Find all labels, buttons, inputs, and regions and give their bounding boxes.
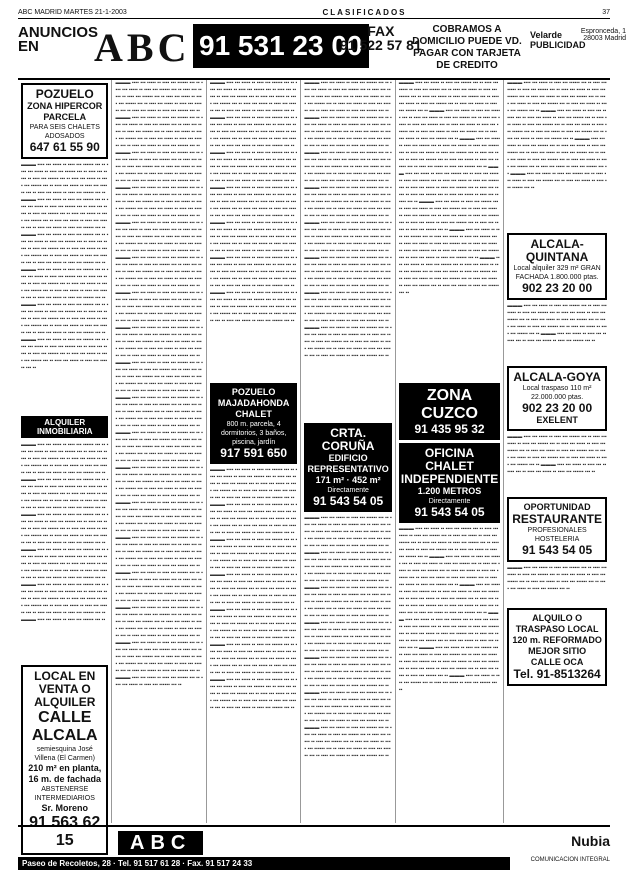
ad-title: ALQUILO O TRASPASO LOCAL <box>515 613 599 634</box>
ad-detail: PROFESIONALES HOSTELERIA <box>527 527 587 543</box>
ad-oficina-chalet <box>399 443 500 523</box>
section-header: ALQUILER INMOBILIARIA <box>21 416 108 438</box>
column-6 <box>504 80 610 823</box>
classified-text: ▬▬▬ ▪▪▪▪ ▪▪▪ ▪▪▪▪▪ ▪▪ ▪▪▪▪ ▪▪▪ ▪▪▪▪▪▪ ▪▪▪ ▪▪ ▪▪▪▪ ▪▪▪ ▪▪▪▪▪ ▪▪ ▪▪▪▪ ▪▪▪ ▪▪▪▪▪▪ ▪▪▪ ▪▪ ▪▪▪▪ ▪▪▪ ▪▪▪▪▪ ▪▪ ▪▪▪▪ ▪▪▪ ▪▪▪▪▪▪ ▪▪▪ ▪▪ ▪▪▪▪ ▪▪▪ ▪▪▪▪▪ ▪▪ ▪▪▪▪ ▪▪▪ ▪▪▪▪▪▪ ▪▪▪ ▪▪ ▪▪▪▪ ▪▪▪ ▪▪▪▪▪ ▪▪ ▪▪▪▪ ▪▪▪ ▪▪▪▪▪▪ ▪▪▪ ▪▪ ▪▪▪▪ ▪▪▪ ▪▪▪▪▪ ▪▪ ▪▪▪▪ ▪▪▪ ▪▪▪▪▪▪ ▪▪▪ ▪▪ ▬▬▬ ▪▪▪▪ ▪▪▪ ▪▪▪▪▪ ▪▪ ▪▪▪▪ ▪▪▪ ▪▪▪▪▪▪ ▪▪▪ ▪▪ ▪▪▪▪ ▪▪▪ ▪▪▪▪▪ ▪▪ ▪▪▪▪ ▪▪▪ ▪▪▪▪▪▪ ▪▪▪ ▪▪ ▪▪▪▪ ▪▪▪ ▪▪▪▪▪ ▪▪ ▪▪▪▪ ▪▪▪ ▪▪▪▪▪▪ ▪▪▪ ▪▪ ▪▪▪▪ ▪▪▪ ▪▪▪▪▪ ▪▪ ▪▪▪▪ ▪▪▪ ▪▪▪▪▪▪ ▪▪▪ ▪▪ ▪▪▪▪ ▪▪▪ ▪▪▪▪▪ ▪▪ ▪▪▪▪ ▪▪▪ ▪▪▪▪▪▪ ▪▪▪ ▪▪ ▪▪▪▪ ▪▪▪ ▪▪▪▪▪ ▪▪ ▪▪▪▪ ▪▪▪ ▪▪▪▪▪▪ ▪▪▪ ▪▪ ▬▬▬ ▪▪▪▪ ▪▪▪ ▪▪▪▪▪ ▪▪ ▪▪▪▪ ▪▪▪ ▪▪▪▪▪▪ ▪▪▪ ▪▪ ▪▪▪▪ ▪▪▪ ▪▪▪▪▪ ▪▪ ▪▪▪▪ ▪▪▪ ▪▪▪▪▪▪ ▪▪▪ ▪▪ ▪▪▪▪ ▪▪▪ ▪▪▪▪▪ ▪▪ ▪▪▪▪ ▪▪▪ ▪▪▪▪▪▪ ▪▪▪ ▪▪ ▪▪▪▪ ▪▪▪ ▪▪▪▪▪ ▪▪ ▪▪▪▪ ▪▪▪ ▪▪▪▪▪▪ ▪▪▪ ▪▪ ▪▪▪▪ ▪▪▪ ▪▪▪▪▪ ▪▪ ▪▪▪▪ ▪▪▪ ▪▪▪▪▪▪ ▪▪▪ ▪▪ ▪▪▪▪ ▪▪▪ ▪▪▪▪▪ ▪▪ ▪▪▪▪ ▪▪▪ ▪▪▪▪▪▪ ▪▪▪ ▪▪ ▬▬▬ ▪▪▪▪ ▪▪▪ ▪▪▪▪▪ ▪▪ ▪▪▪▪ ▪▪▪ ▪▪▪▪▪▪ ▪▪▪ ▪▪ ▪▪▪▪ ▪▪▪ ▪▪▪▪▪ ▪▪ ▪▪▪▪ ▪▪▪ ▪▪▪▪▪▪ ▪▪▪ ▪▪ ▪▪▪▪ ▪▪▪ ▪▪▪▪▪ ▪▪ ▪▪▪▪ ▪▪▪ ▪▪▪▪▪▪ ▪▪▪ ▪▪ ▪▪▪▪ ▪▪▪ ▪▪▪▪▪ ▪▪ ▪▪▪▪ ▪▪▪ ▪▪▪▪▪▪ ▪▪▪ ▪▪ ▪▪▪▪ ▪▪▪ ▪▪▪▪▪ ▪▪ ▪▪▪▪ ▪▪▪ ▪▪▪▪▪▪ ▪▪▪ ▪▪ ▪▪▪▪ ▪▪▪ ▪▪▪▪▪ ▪▪ ▪▪▪▪ ▪▪▪ ▪▪▪▪▪▪ ▪▪▪ ▪▪ ▬▬▬ ▪▪▪▪ ▪▪▪ ▪▪▪▪▪ ▪▪ ▪▪▪▪ ▪▪▪ ▪▪▪▪▪▪ ▪▪▪ ▪▪ ▪▪▪▪ ▪▪▪ ▪▪▪▪▪ ▪▪ ▪▪▪▪ ▪▪▪ ▪▪▪▪▪▪ ▪▪▪ ▪▪ ▪▪▪▪ ▪▪▪ ▪▪▪▪▪ ▪▪ ▪▪▪▪ ▪▪▪ ▪▪▪▪▪▪ ▪▪▪ ▪▪ ▪▪▪▪ ▪▪▪ ▪▪▪▪▪ ▪▪ ▪▪▪▪ ▪▪▪ ▪▪▪▪▪▪ ▪▪▪ ▪▪ ▪▪▪▪ ▪▪▪ ▪▪▪▪▪ ▪▪ ▪▪▪▪ ▪▪▪ ▪▪▪▪▪▪ ▪▪▪ ▪▪ ▪▪▪▪ ▪▪▪ ▪▪▪▪▪ ▪▪ ▪▪▪▪ ▪▪▪ ▪▪▪▪▪▪ ▪▪▪ ▪▪ ▬▬▬ ▪▪▪▪ ▪▪▪ ▪▪▪▪▪ ▪▪ ▪▪▪▪ ▪▪▪ ▪▪▪▪▪▪ ▪▪▪ ▪▪ ▪▪▪▪ ▪▪▪ ▪▪▪▪▪ ▪▪ ▪▪▪▪ ▪▪▪ ▪▪▪▪▪▪ ▪▪▪ ▪▪ ▪▪▪▪ ▪▪▪ ▪▪▪▪▪ ▪▪ ▪▪▪▪ ▪▪▪ ▪▪▪▪▪▪ ▪▪▪ ▪▪ ▪▪▪▪ ▪▪▪ ▪▪▪▪▪ ▪▪ ▪▪▪▪ ▪▪▪ ▪▪▪▪▪▪ ▪▪▪ ▪▪ ▪▪▪▪ ▪▪▪ ▪▪▪▪▪ ▪▪ ▪▪▪▪ ▪▪▪ ▪▪▪▪▪▪ ▪▪▪ ▪▪ <box>21 162 109 371</box>
classified-text: ▬▬▬ ▪▪▪▪ ▪▪▪ ▪▪▪▪▪ ▪▪ ▪▪▪▪ ▪▪▪ ▪▪▪▪▪▪ ▪▪▪ ▪▪ ▪▪▪▪ ▪▪▪ ▪▪▪▪▪ ▪▪ ▪▪▪▪ ▪▪▪ ▪▪▪▪▪▪ ▪▪▪ ▪▪ ▪▪▪▪ ▪▪▪ ▪▪▪▪▪ ▪▪ ▪▪▪▪ ▪▪▪ ▪▪▪▪▪▪ ▪▪▪ ▪▪ ▪▪▪▪ ▪▪▪ ▪▪▪▪▪ ▪▪ ▪▪▪▪ ▪▪▪ ▪▪▪▪▪▪ ▪▪▪ ▪▪ ▪▪▪▪ ▪▪▪ ▪▪▪▪▪ ▪▪ ▪▪▪▪ ▪▪▪ ▪▪▪▪▪▪ ▪▪▪ ▪▪ <box>507 565 607 592</box>
ad-zona-cuzco <box>399 383 500 440</box>
ad-pozuelo <box>21 83 108 159</box>
classified-text: ▬▬▬ ▪▪▪▪ ▪▪▪ ▪▪▪▪▪ ▪▪ ▪▪▪▪ ▪▪▪ ▪▪▪▪▪▪ ▪▪▪ ▪▪ ▪▪▪▪ ▪▪▪ ▪▪▪▪▪ ▪▪ ▪▪▪▪ ▪▪▪ ▪▪▪▪▪▪ ▪▪▪ ▪▪ ▪▪▪▪ ▪▪▪ ▪▪▪▪▪ ▪▪ ▪▪▪▪ ▪▪▪ ▪▪▪▪▪▪ ▪▪▪ ▪▪ ▪▪▪▪ ▪▪▪ ▪▪▪▪▪ ▪▪ ▪▪▪▪ ▪▪▪ ▪▪▪▪▪▪ ▪▪▪ ▪▪ ▪▪▪▪ ▪▪▪ ▪▪▪▪▪ ▪▪ ▪▪▪▪ ▪▪▪ ▪▪▪▪▪▪ ▪▪▪ ▪▪ ▪▪▪▪ ▪▪▪ ▪▪▪▪▪ ▪▪ ▪▪▪▪ ▪▪▪ ▪▪▪▪▪▪ ▪▪▪ ▪▪ ▬▬▬ ▪▪▪▪ ▪▪▪ ▪▪▪▪▪ ▪▪ ▪▪▪▪ ▪▪▪ ▪▪▪▪▪▪ ▪▪▪ ▪▪ ▪▪▪▪ ▪▪▪ ▪▪▪▪▪ ▪▪ ▪▪▪▪ ▪▪▪ ▪▪▪▪▪▪ ▪▪▪ ▪▪ ▪▪▪▪ ▪▪▪ ▪▪▪▪▪ ▪▪ ▪▪▪▪ ▪▪▪ ▪▪▪▪▪▪ ▪▪▪ ▪▪ ▪▪▪▪ ▪▪▪ ▪▪▪▪▪ ▪▪ ▪▪▪▪ ▪▪▪ ▪▪▪▪▪▪ ▪▪▪ ▪▪ ▪▪▪▪ ▪▪▪ ▪▪▪▪▪ ▪▪ ▪▪▪▪ ▪▪▪ ▪▪▪▪▪▪ ▪▪▪ ▪▪ ▪▪▪▪ ▪▪▪ ▪▪▪▪▪ ▪▪ ▪▪▪▪ ▪▪▪ ▪▪▪▪▪▪ ▪▪▪ ▪▪ ▬▬▬ ▪▪▪▪ ▪▪▪ ▪▪▪▪▪ ▪▪ ▪▪▪▪ ▪▪▪ ▪▪▪▪▪▪ ▪▪▪ ▪▪ ▪▪▪▪ ▪▪▪ ▪▪▪▪▪ ▪▪ ▪▪▪▪ ▪▪▪ ▪▪▪▪▪▪ ▪▪▪ ▪▪ ▪▪▪▪ ▪▪▪ ▪▪▪▪▪ ▪▪ ▪▪▪▪ ▪▪▪ ▪▪▪▪▪▪ ▪▪▪ ▪▪ ▪▪▪▪ ▪▪▪ ▪▪▪▪▪ ▪▪ ▪▪▪▪ ▪▪▪ ▪▪▪▪▪▪ ▪▪▪ ▪▪ ▪▪▪▪ ▪▪▪ ▪▪▪▪▪ ▪▪ ▪▪▪▪ ▪▪▪ ▪▪▪▪▪▪ ▪▪▪ ▪▪ ▪▪▪▪ ▪▪▪ ▪▪▪▪▪ ▪▪ ▪▪▪▪ ▪▪▪ ▪▪▪▪▪▪ ▪▪▪ ▪▪ ▬▬▬ ▪▪▪▪ ▪▪▪ ▪▪▪▪▪ ▪▪ ▪▪▪▪ ▪▪▪ ▪▪▪▪▪▪ ▪▪▪ ▪▪ ▪▪▪▪ ▪▪▪ ▪▪▪▪▪ ▪▪ ▪▪▪▪ ▪▪▪ ▪▪▪▪▪▪ ▪▪▪ ▪▪ ▪▪▪▪ ▪▪▪ ▪▪▪▪▪ ▪▪ ▪▪▪▪ ▪▪▪ ▪▪▪▪▪▪ ▪▪▪ ▪▪ ▪▪▪▪ ▪▪▪ ▪▪▪▪▪ ▪▪ ▪▪▪▪ ▪▪▪ ▪▪▪▪▪▪ ▪▪▪ ▪▪ ▪▪▪▪ ▪▪▪ ▪▪▪▪▪ ▪▪ ▪▪▪▪ ▪▪▪ ▪▪▪▪▪▪ ▪▪▪ ▪▪ ▪▪▪▪ ▪▪▪ ▪▪▪▪▪ ▪▪ ▪▪▪▪ ▪▪▪ ▪▪▪▪▪▪ ▪▪▪ ▪▪ ▬▬▬ ▪▪▪▪ ▪▪▪ ▪▪▪▪▪ ▪▪ ▪▪▪▪ ▪▪▪ ▪▪▪▪▪▪ ▪▪▪ ▪▪ ▪▪▪▪ ▪▪▪ ▪▪▪▪▪ ▪▪ ▪▪▪▪ ▪▪▪ ▪▪▪▪▪▪ ▪▪▪ ▪▪ ▪▪▪▪ ▪▪▪ ▪▪▪▪▪ ▪▪ ▪▪▪▪ ▪▪▪ ▪▪▪▪▪▪ ▪▪▪ ▪▪ ▪▪▪▪ ▪▪▪ ▪▪▪▪▪ ▪▪ ▪▪▪▪ ▪▪▪ ▪▪▪▪▪▪ ▪▪▪ ▪▪ ▪▪▪▪ ▪▪▪ ▪▪▪▪▪ ▪▪ ▪▪▪▪ ▪▪▪ ▪▪▪▪▪▪ ▪▪▪ ▪▪ ▪▪▪▪ ▪▪▪ ▪▪▪▪▪ ▪▪ ▪▪▪▪ ▪▪▪ ▪▪▪▪▪▪ ▪▪▪ ▪▪ ▬▬▬ ▪▪▪▪ ▪▪▪ ▪▪▪▪▪ ▪▪ ▪▪▪▪ ▪▪▪ ▪▪▪▪▪▪ ▪▪▪ ▪▪ ▪▪▪▪ ▪▪▪ ▪▪▪▪▪ ▪▪ ▪▪▪▪ ▪▪▪ ▪▪▪▪▪▪ ▪▪▪ ▪▪ ▪▪▪▪ ▪▪▪ ▪▪▪▪▪ ▪▪ ▪▪▪▪ ▪▪▪ ▪▪▪▪▪▪ ▪▪▪ ▪▪ ▪▪▪▪ ▪▪▪ ▪▪▪▪▪ ▪▪ ▪▪▪▪ ▪▪▪ ▪▪▪▪▪▪ ▪▪▪ ▪▪ ▪▪▪▪ ▪▪▪ ▪▪▪▪▪ ▪▪ ▪▪▪▪ ▪▪▪ ▪▪▪▪▪▪ ▪▪▪ ▪▪ ▪▪▪▪ ▪▪▪ ▪▪▪▪▪ ▪▪ ▪▪▪▪ ▪▪▪ ▪▪▪▪▪▪ ▪▪▪ ▪▪ ▬▬▬ ▪▪▪▪ ▪▪▪ ▪▪▪▪▪ ▪▪ ▪▪▪▪ ▪▪▪ ▪▪▪▪▪▪ ▪▪▪ ▪▪ ▪▪▪▪ ▪▪▪ ▪▪▪▪▪ ▪▪ ▪▪▪▪ ▪▪▪ ▪▪▪▪▪▪ ▪▪▪ ▪▪ ▪▪▪▪ ▪▪▪ ▪▪▪▪▪ ▪▪ ▪▪▪▪ ▪▪▪ ▪▪▪▪▪▪ ▪▪▪ ▪▪ ▪▪▪▪ ▪▪▪ ▪▪▪▪▪ ▪▪ ▪▪▪▪ ▪▪▪ ▪▪▪▪▪▪ ▪▪▪ ▪▪ ▪▪▪▪ ▪▪▪ ▪▪▪▪▪ ▪▪ ▪▪▪▪ ▪▪▪ ▪▪▪▪▪▪ ▪▪▪ ▪▪ ▪▪▪▪ ▪▪▪ ▪▪▪▪▪ ▪▪ ▪▪▪▪ ▪▪▪ ▪▪▪▪▪▪ ▪▪▪ ▪▪ <box>209 467 298 711</box>
ad-alcala-goya <box>507 366 607 431</box>
column-2 <box>112 80 206 823</box>
ad-subtitle: ZONA HIPERCOR <box>27 101 103 111</box>
ad-title: POZUELO <box>35 87 94 101</box>
fax-label: FAX <box>367 23 395 39</box>
ad-restaurante <box>507 497 607 562</box>
ad-detail: 120 m. REFORMADO MEJOR SITIO CALLE OCA <box>512 635 602 667</box>
ad-brand: EXELENT <box>536 415 578 425</box>
page-number: 37 <box>602 8 610 16</box>
ad-phone: 91 563 62 15 <box>29 814 101 849</box>
section-title: CLASIFICADOS <box>322 7 407 17</box>
ad-title: CRTA. CORUÑA <box>321 426 375 453</box>
header-dateline: ABC MADRID MARTES 21-1-2003 <box>18 8 127 16</box>
ad-title: OPORTUNIDAD <box>523 502 591 512</box>
ad-contact: Sr. Moreno <box>41 803 88 813</box>
ad-phone: Tel. 91-8513264 <box>513 667 601 681</box>
classified-text: ▬▬▬ ▪▪▪▪ ▪▪▪ ▪▪▪▪▪ ▪▪ ▪▪▪▪ ▪▪▪ ▪▪▪▪▪▪ ▪▪▪ ▪▪ ▪▪▪▪ ▪▪▪ ▪▪▪▪▪ ▪▪ ▪▪▪▪ ▪▪▪ ▪▪▪▪▪▪ ▪▪▪ ▪▪ ▪▪▪▪ ▪▪▪ ▪▪▪▪▪ ▪▪ ▪▪▪▪ ▪▪▪ ▪▪▪▪▪▪ ▪▪▪ ▪▪ ▪▪▪▪ ▪▪▪ ▪▪▪▪▪ ▪▪ ▪▪▪▪ ▪▪▪ ▪▪▪▪▪▪ ▪▪▪ ▪▪ ▪▪▪▪ ▪▪▪ ▪▪▪▪▪ ▪▪ ▪▪▪▪ ▪▪▪ ▪▪▪▪▪▪ ▪▪▪ ▪▪ ▪▪▪▪ ▪▪▪ ▪▪▪▪▪ ▪▪ ▪▪▪▪ ▪▪▪ ▪▪▪▪▪▪ ▪▪▪ ▪▪ ▬▬▬ ▪▪▪▪ ▪▪▪ ▪▪▪▪▪ ▪▪ ▪▪▪▪ ▪▪▪ ▪▪▪▪▪▪ ▪▪▪ ▪▪ ▪▪▪▪ ▪▪▪ ▪▪▪▪▪ ▪▪ ▪▪▪▪ ▪▪▪ ▪▪▪▪▪▪ ▪▪▪ ▪▪ ▪▪▪▪ ▪▪▪ ▪▪▪▪▪ ▪▪ ▪▪▪▪ ▪▪▪ ▪▪▪▪▪▪ ▪▪▪ ▪▪ ▪▪▪▪ ▪▪▪ ▪▪▪▪▪ ▪▪ ▪▪▪▪ ▪▪▪ ▪▪▪▪▪▪ ▪▪▪ ▪▪ ▪▪▪▪ ▪▪▪ ▪▪▪▪▪ ▪▪ ▪▪▪▪ ▪▪▪ ▪▪▪▪▪▪ ▪▪▪ ▪▪ ▪▪▪▪ ▪▪▪ ▪▪▪▪▪ ▪▪ ▪▪▪▪ ▪▪▪ ▪▪▪▪▪▪ ▪▪▪ ▪▪ ▬▬▬ ▪▪▪▪ ▪▪▪ ▪▪▪▪▪ ▪▪ ▪▪▪▪ ▪▪▪ ▪▪▪▪▪▪ ▪▪▪ ▪▪ ▪▪▪▪ ▪▪▪ ▪▪▪▪▪ ▪▪ ▪▪▪▪ ▪▪▪ ▪▪▪▪▪▪ ▪▪▪ ▪▪ ▪▪▪▪ ▪▪▪ ▪▪▪▪▪ ▪▪ ▪▪▪▪ ▪▪▪ ▪▪▪▪▪▪ ▪▪▪ ▪▪ ▪▪▪▪ ▪▪▪ ▪▪▪▪▪ ▪▪ ▪▪▪▪ ▪▪▪ ▪▪▪▪▪▪ ▪▪▪ ▪▪ ▪▪▪▪ ▪▪▪ ▪▪▪▪▪ ▪▪ ▪▪▪▪ ▪▪▪ ▪▪▪▪▪▪ ▪▪▪ ▪▪ ▪▪▪▪ ▪▪▪ ▪▪▪▪▪ ▪▪ ▪▪▪▪ ▪▪▪ ▪▪▪▪▪▪ ▪▪▪ ▪▪ ▬▬▬ ▪▪▪▪ ▪▪▪ ▪▪▪▪▪ ▪▪ ▪▪▪▪ ▪▪▪ ▪▪▪▪▪▪ ▪▪▪ ▪▪ ▪▪▪▪ ▪▪▪ ▪▪▪▪▪ ▪▪ ▪▪▪▪ ▪▪▪ ▪▪▪▪▪▪ ▪▪▪ ▪▪ ▪▪▪▪ ▪▪▪ ▪▪▪▪▪ ▪▪ ▪▪▪▪ ▪▪▪ ▪▪▪▪▪▪ ▪▪▪ ▪▪ ▪▪▪▪ ▪▪▪ ▪▪▪▪▪ ▪▪ ▪▪▪▪ ▪▪▪ ▪▪▪▪▪▪ ▪▪▪ ▪▪ ▪▪▪▪ ▪▪▪ ▪▪▪▪▪ ▪▪ ▪▪▪▪ ▪▪▪ ▪▪▪▪▪▪ ▪▪▪ ▪▪ ▪▪▪▪ ▪▪▪ ▪▪▪▪▪ ▪▪ ▪▪▪▪ ▪▪▪ ▪▪▪▪▪▪ ▪▪▪ ▪▪ ▬▬▬ ▪▪▪▪ ▪▪▪ ▪▪▪▪▪ ▪▪ ▪▪▪▪ ▪▪▪ ▪▪▪▪▪▪ ▪▪▪ ▪▪ ▪▪▪▪ ▪▪▪ ▪▪▪▪▪ ▪▪ ▪▪▪▪ ▪▪▪ ▪▪▪▪▪▪ ▪▪▪ ▪▪ ▪▪▪▪ ▪▪▪ ▪▪▪▪▪ ▪▪ ▪▪▪▪ ▪▪▪ ▪▪▪▪▪▪ ▪▪▪ ▪▪ ▪▪▪▪ ▪▪▪ ▪▪▪▪▪ ▪▪ ▪▪▪▪ ▪▪▪ ▪▪▪▪▪▪ ▪▪▪ ▪▪ ▪▪▪▪ ▪▪▪ ▪▪▪▪▪ ▪▪ ▪▪▪▪ ▪▪▪ ▪▪▪▪▪▪ ▪▪▪ ▪▪ ▪▪▪▪ ▪▪▪ ▪▪▪▪▪ ▪▪ ▪▪▪▪ ▪▪▪ ▪▪▪▪▪▪ ▪▪▪ ▪▪ ▬▬▬ ▪▪▪▪ ▪▪▪ ▪▪▪▪▪ ▪▪ ▪▪▪▪ ▪▪▪ ▪▪▪▪▪▪ ▪▪▪ ▪▪ ▪▪▪▪ ▪▪▪ ▪▪▪▪▪ ▪▪ ▪▪▪▪ ▪▪▪ ▪▪▪▪▪▪ ▪▪▪ ▪▪ ▪▪▪▪ ▪▪▪ ▪▪▪▪▪ ▪▪ ▪▪▪▪ ▪▪▪ ▪▪▪▪▪▪ ▪▪▪ ▪▪ ▪▪▪▪ ▪▪▪ ▪▪▪▪▪ ▪▪ ▪▪▪▪ ▪▪▪ ▪▪▪▪▪▪ ▪▪▪ ▪▪ ▪▪▪▪ ▪▪▪ ▪▪▪▪▪ ▪▪ ▪▪▪▪ ▪▪▪ ▪▪▪▪▪▪ ▪▪▪ ▪▪ ▪▪▪▪ ▪▪▪ ▪▪▪▪▪ ▪▪ ▪▪▪▪ ▪▪▪ ▪▪▪▪▪▪ ▪▪▪ ▪▪ ▬▬▬ ▪▪▪▪ ▪▪▪ ▪▪▪▪▪ ▪▪ ▪▪▪▪ ▪▪▪ ▪▪▪▪▪▪ ▪▪▪ ▪▪ ▪▪▪▪ ▪▪▪ ▪▪▪▪▪ ▪▪ ▪▪▪▪ ▪▪▪ ▪▪▪▪▪▪ ▪▪▪ ▪▪ ▪▪▪▪ ▪▪▪ ▪▪▪▪▪ ▪▪ ▪▪▪▪ ▪▪▪ ▪▪▪▪▪▪ ▪▪▪ ▪▪ ▪▪▪▪ ▪▪▪ ▪▪▪▪▪ ▪▪ ▪▪▪▪ ▪▪▪ ▪▪▪▪▪▪ ▪▪▪ ▪▪ ▪▪▪▪ ▪▪▪ ▪▪▪▪▪ ▪▪ ▪▪▪▪ ▪▪▪ ▪▪▪▪▪▪ ▪▪▪ ▪▪ ▪▪▪▪ ▪▪▪ ▪▪▪▪▪ ▪▪ ▪▪▪▪ ▪▪▪ ▪▪▪▪▪▪ ▪▪▪ ▪▪ <box>304 515 392 759</box>
ad-subtitle: RESTAURANTE <box>512 512 602 526</box>
nubia-logo: Nubia <box>571 833 610 849</box>
ad-note: Directamente <box>428 498 471 505</box>
banner-address: Espronceda, 1 28003 Madrid <box>580 28 626 42</box>
footer-address: Paseo de Recoletos, 28 · Tel. 91 517 61 28 · Fax. 91 517 24 33 <box>18 857 510 870</box>
ad-phone: 91 543 54 05 <box>522 543 593 557</box>
ad-title: POZUELO MAJADAHONDA CHALET <box>217 387 290 419</box>
abc-logo: ABC <box>94 25 191 70</box>
footer-abc-logo: ABC <box>118 831 203 855</box>
ad-detail: 800 m. parcela, 4 dormitorios, 3 baños, piscina, jardín <box>220 421 287 446</box>
nubia-subtitle: COMUNICACION INTEGRAL <box>530 857 610 863</box>
ad-phone: 647 61 55 90 <box>29 140 100 154</box>
ad-alquilo-traspaso <box>507 608 607 686</box>
ad-phone: 91 543 54 05 <box>313 494 384 508</box>
column-3 <box>207 80 301 823</box>
classified-text: ▬▬▬ ▪▪▪▪ ▪▪▪ ▪▪▪▪▪ ▪▪ ▪▪▪▪ ▪▪▪ ▪▪▪▪▪▪ ▪▪▪ ▪▪ ▪▪▪▪ ▪▪▪ ▪▪▪▪▪ ▪▪ ▪▪▪▪ ▪▪▪ ▪▪▪▪▪▪ ▪▪▪ ▪▪ ▪▪▪▪ ▪▪▪ ▪▪▪▪▪ ▪▪ ▪▪▪▪ ▪▪▪ ▪▪▪▪▪▪ ▪▪▪ ▪▪ ▪▪▪▪ ▪▪▪ ▪▪▪▪▪ ▪▪ ▪▪▪▪ ▪▪▪ ▪▪▪▪▪▪ ▪▪▪ ▪▪ ▪▪▪▪ ▪▪▪ ▪▪▪▪▪ ▪▪ ▪▪▪▪ ▪▪▪ ▪▪▪▪▪▪ ▪▪▪ ▪▪ ▪▪▪▪ ▪▪▪ ▪▪▪▪▪ ▪▪ ▪▪▪▪ ▪▪▪ ▪▪▪▪▪▪ ▪▪▪ ▪▪ ▬▬▬ ▪▪▪▪ ▪▪▪ ▪▪▪▪▪ ▪▪ ▪▪▪▪ ▪▪▪ ▪▪▪▪▪▪ ▪▪▪ ▪▪ ▪▪▪▪ ▪▪▪ ▪▪▪▪▪ ▪▪ ▪▪▪▪ ▪▪▪ ▪▪▪▪▪▪ ▪▪▪ ▪▪ ▪▪▪▪ ▪▪▪ ▪▪▪▪▪ ▪▪ ▪▪▪▪ ▪▪▪ ▪▪▪▪▪▪ ▪▪▪ ▪▪ ▪▪▪▪ ▪▪▪ ▪▪▪▪▪ ▪▪ ▪▪▪▪ ▪▪▪ ▪▪▪▪▪▪ ▪▪▪ ▪▪ ▪▪▪▪ ▪▪▪ ▪▪▪▪▪ ▪▪ ▪▪▪▪ ▪▪▪ ▪▪▪▪▪▪ ▪▪▪ ▪▪ ▪▪▪▪ ▪▪▪ ▪▪▪▪▪ ▪▪ ▪▪▪▪ ▪▪▪ ▪▪▪▪▪▪ ▪▪▪ ▪▪ ▬▬▬ ▪▪▪▪ ▪▪▪ ▪▪▪▪▪ ▪▪ ▪▪▪▪ ▪▪▪ ▪▪▪▪▪▪ ▪▪▪ ▪▪ ▪▪▪▪ ▪▪▪ ▪▪▪▪▪ ▪▪ ▪▪▪▪ ▪▪▪ ▪▪▪▪▪▪ ▪▪▪ ▪▪ ▪▪▪▪ ▪▪▪ ▪▪▪▪▪ ▪▪ ▪▪▪▪ ▪▪▪ ▪▪▪▪▪▪ ▪▪▪ ▪▪ ▪▪▪▪ ▪▪▪ ▪▪▪▪▪ ▪▪ ▪▪▪▪ ▪▪▪ ▪▪▪▪▪▪ ▪▪▪ ▪▪ ▪▪▪▪ ▪▪▪ ▪▪▪▪▪ ▪▪ ▪▪▪▪ ▪▪▪ ▪▪▪▪▪▪ ▪▪▪ ▪▪ ▪▪▪▪ ▪▪▪ ▪▪▪▪▪ ▪▪ ▪▪▪▪ ▪▪▪ ▪▪▪▪▪▪ ▪▪▪ ▪▪ ▬▬▬ ▪▪▪▪ ▪▪▪ ▪▪▪▪▪ ▪▪ ▪▪▪▪ ▪▪▪ ▪▪▪▪▪▪ ▪▪▪ ▪▪ ▪▪▪▪ ▪▪▪ ▪▪▪▪▪ ▪▪ ▪▪▪▪ ▪▪▪ ▪▪▪▪▪▪ ▪▪▪ ▪▪ ▪▪▪▪ ▪▪▪ ▪▪▪▪▪ ▪▪ ▪▪▪▪ ▪▪▪ ▪▪▪▪▪▪ ▪▪▪ ▪▪ ▪▪▪▪ ▪▪▪ ▪▪▪▪▪ ▪▪ ▪▪▪▪ ▪▪▪ ▪▪▪▪▪▪ ▪▪▪ ▪▪ ▪▪▪▪ ▪▪▪ ▪▪▪▪▪ ▪▪ ▪▪▪▪ ▪▪▪ ▪▪▪▪▪▪ ▪▪▪ ▪▪ ▪▪▪▪ ▪▪▪ ▪▪▪▪▪ ▪▪ ▪▪▪▪ ▪▪▪ ▪▪▪▪▪▪ ▪▪▪ ▪▪ ▬▬▬ ▪▪▪▪ ▪▪▪ ▪▪▪▪▪ ▪▪ ▪▪▪▪ ▪▪▪ ▪▪▪▪▪▪ ▪▪▪ ▪▪ ▪▪▪▪ ▪▪▪ ▪▪▪▪▪ ▪▪ ▪▪▪▪ ▪▪▪ ▪▪▪▪▪▪ ▪▪▪ ▪▪ ▪▪▪▪ ▪▪▪ ▪▪▪▪▪ ▪▪ ▪▪▪▪ ▪▪▪ ▪▪▪▪▪▪ ▪▪▪ ▪▪ ▪▪▪▪ ▪▪▪ ▪▪▪▪▪ ▪▪ ▪▪▪▪ ▪▪▪ ▪▪▪▪▪▪ ▪▪▪ ▪▪ ▪▪▪▪ ▪▪▪ ▪▪▪▪▪ ▪▪ ▪▪▪▪ ▪▪▪ ▪▪▪▪▪▪ ▪▪▪ ▪▪ ▪▪▪▪ ▪▪▪ ▪▪▪▪▪ ▪▪ ▪▪▪▪ ▪▪▪ ▪▪▪▪▪▪ ▪▪▪ ▪▪ ▬▬▬ ▪▪▪▪ ▪▪▪ ▪▪▪▪▪ ▪▪ ▪▪▪▪ ▪▪▪ ▪▪▪▪▪▪ ▪▪▪ ▪▪ ▪▪▪▪ ▪▪▪ ▪▪▪▪▪ ▪▪ ▪▪▪▪ ▪▪▪ ▪▪▪▪▪▪ ▪▪▪ ▪▪ ▪▪▪▪ ▪▪▪ ▪▪▪▪▪ ▪▪ ▪▪▪▪ ▪▪▪ ▪▪▪▪▪▪ ▪▪▪ ▪▪ ▪▪▪▪ ▪▪▪ ▪▪▪▪▪ ▪▪ ▪▪▪▪ ▪▪▪ ▪▪▪▪▪▪ ▪▪▪ ▪▪ ▪▪▪▪ ▪▪▪ ▪▪▪▪▪ ▪▪ ▪▪▪▪ ▪▪▪ ▪▪▪▪▪▪ ▪▪▪ ▪▪ ▪▪▪▪ ▪▪▪ ▪▪▪▪▪ ▪▪ ▪▪▪▪ ▪▪▪ ▪▪▪▪▪▪ ▪▪▪ ▪▪ ▬▬▬ ▪▪▪▪ ▪▪▪ ▪▪▪▪▪ ▪▪ ▪▪▪▪ ▪▪▪ ▪▪▪▪▪▪ ▪▪▪ ▪▪ ▪▪▪▪ ▪▪▪ ▪▪▪▪▪ ▪▪ ▪▪▪▪ ▪▪▪ ▪▪▪▪▪▪ ▪▪▪ ▪▪ ▪▪▪▪ ▪▪▪ ▪▪▪▪▪ ▪▪ ▪▪▪▪ ▪▪▪ ▪▪▪▪▪▪ ▪▪▪ ▪▪ ▪▪▪▪ ▪▪▪ ▪▪▪▪▪ ▪▪ ▪▪▪▪ ▪▪▪ ▪▪▪▪▪▪ ▪▪▪ ▪▪ ▪▪▪▪ ▪▪▪ ▪▪▪▪▪ ▪▪ ▪▪▪▪ ▪▪▪ ▪▪▪▪▪▪ ▪▪▪ ▪▪ ▪▪▪▪ ▪▪▪ ▪▪▪▪▪ ▪▪ ▪▪▪▪ ▪▪▪ ▪▪▪▪▪▪ ▪▪▪ ▪▪ ▬▬▬ ▪▪▪▪ ▪▪▪ ▪▪▪▪▪ ▪▪ ▪▪▪▪ ▪▪▪ ▪▪▪▪▪▪ ▪▪▪ ▪▪ ▪▪▪▪ ▪▪▪ ▪▪▪▪▪ ▪▪ ▪▪▪▪ ▪▪▪ ▪▪▪▪▪▪ ▪▪▪ ▪▪ ▪▪▪▪ ▪▪▪ ▪▪▪▪▪ ▪▪ ▪▪▪▪ ▪▪▪ ▪▪▪▪▪▪ ▪▪▪ ▪▪ ▪▪▪▪ ▪▪▪ ▪▪▪▪▪ ▪▪ ▪▪▪▪ ▪▪▪ ▪▪▪▪▪▪ ▪▪▪ ▪▪ ▪▪▪▪ ▪▪▪ ▪▪▪▪▪ ▪▪ ▪▪▪▪ ▪▪▪ ▪▪▪▪▪▪ ▪▪▪ ▪▪ ▪▪▪▪ ▪▪▪ ▪▪▪▪▪ ▪▪ ▪▪▪▪ ▪▪▪ ▪▪▪▪▪▪ ▪▪▪ ▪▪ <box>304 80 392 359</box>
ad-title: OFICINA CHALET INDEPENDIENTE <box>400 446 499 486</box>
ad-title: ALCALA-GOYA <box>513 370 601 384</box>
ad-size: 171 m² · 452 m² <box>315 475 381 485</box>
ad-size: 210 m² en planta, 16 m. de fachada <box>28 763 102 784</box>
top-banner <box>18 20 626 80</box>
column-1 <box>18 80 112 849</box>
ad-majadahonda <box>210 383 297 464</box>
ad-street: CALLE ALCALA <box>31 709 98 744</box>
ad-subtitle: EDIFICIO REPRESENTATIVO <box>307 453 389 474</box>
ad-note: ABSTENERSE INTERMEDIARIOS <box>34 786 95 802</box>
column-4 <box>301 80 395 823</box>
classified-text: ▬▬▬ ▪▪▪▪ ▪▪▪ ▪▪▪▪▪ ▪▪ ▪▪▪▪ ▪▪▪ ▪▪▪▪▪▪ ▪▪▪ ▪▪ ▪▪▪▪ ▪▪▪ ▪▪▪▪▪ ▪▪ ▪▪▪▪ ▪▪▪ ▪▪▪▪▪▪ ▪▪▪ ▪▪ ▪▪▪▪ ▪▪▪ ▪▪▪▪▪ ▪▪ ▪▪▪▪ ▪▪▪ ▪▪▪▪▪▪ ▪▪▪ ▪▪ ▪▪▪▪ ▪▪▪ ▪▪▪▪▪ ▪▪ ▪▪▪▪ ▪▪▪ ▪▪▪▪▪▪ ▪▪▪ ▪▪ ▪▪▪▪ ▪▪▪ ▪▪▪▪▪ ▪▪ ▪▪▪▪ ▪▪▪ ▪▪▪▪▪▪ ▪▪▪ ▪▪ ▪▪▪▪ ▪▪▪ ▪▪▪▪▪ ▪▪ ▪▪▪▪ ▪▪▪ ▪▪▪▪▪▪ ▪▪▪ ▪▪ ▬▬▬ ▪▪▪▪ ▪▪▪ ▪▪▪▪▪ ▪▪ ▪▪▪▪ ▪▪▪ ▪▪▪▪▪▪ ▪▪▪ ▪▪ ▪▪▪▪ ▪▪▪ ▪▪▪▪▪ ▪▪ ▪▪▪▪ ▪▪▪ ▪▪▪▪▪▪ ▪▪▪ ▪▪ ▪▪▪▪ ▪▪▪ ▪▪▪▪▪ ▪▪ ▪▪▪▪ ▪▪▪ ▪▪▪▪▪▪ ▪▪▪ ▪▪ ▪▪▪▪ ▪▪▪ ▪▪▪▪▪ ▪▪ ▪▪▪▪ ▪▪▪ ▪▪▪▪▪▪ ▪▪▪ ▪▪ ▪▪▪▪ ▪▪▪ ▪▪▪▪▪ ▪▪ ▪▪▪▪ ▪▪▪ ▪▪▪▪▪▪ ▪▪▪ ▪▪ ▪▪▪▪ ▪▪▪ ▪▪▪▪▪ ▪▪ ▪▪▪▪ ▪▪▪ ▪▪▪▪▪▪ ▪▪▪ ▪▪ ▬▬▬ ▪▪▪▪ ▪▪▪ ▪▪▪▪▪ ▪▪ ▪▪▪▪ ▪▪▪ ▪▪▪▪▪▪ ▪▪▪ ▪▪ ▪▪▪▪ ▪▪▪ ▪▪▪▪▪ ▪▪ ▪▪▪▪ ▪▪▪ ▪▪▪▪▪▪ ▪▪▪ ▪▪ ▪▪▪▪ ▪▪▪ ▪▪▪▪▪ ▪▪ ▪▪▪▪ ▪▪▪ ▪▪▪▪▪▪ ▪▪▪ ▪▪ ▪▪▪▪ ▪▪▪ ▪▪▪▪▪ ▪▪ ▪▪▪▪ ▪▪▪ ▪▪▪▪▪▪ ▪▪▪ ▪▪ ▪▪▪▪ ▪▪▪ ▪▪▪▪▪ ▪▪ ▪▪▪▪ ▪▪▪ ▪▪▪▪▪▪ ▪▪▪ ▪▪ ▪▪▪▪ ▪▪▪ ▪▪▪▪▪ ▪▪ ▪▪▪▪ ▪▪▪ ▪▪▪▪▪▪ ▪▪▪ ▪▪ ▬▬▬ ▪▪▪▪ ▪▪▪ ▪▪▪▪▪ ▪▪ ▪▪▪▪ ▪▪▪ ▪▪▪▪▪▪ ▪▪▪ ▪▪ ▪▪▪▪ ▪▪▪ ▪▪▪▪▪ ▪▪ ▪▪▪▪ ▪▪▪ ▪▪▪▪▪▪ ▪▪▪ ▪▪ ▪▪▪▪ ▪▪▪ ▪▪▪▪▪ ▪▪ ▪▪▪▪ ▪▪▪ ▪▪▪▪▪▪ ▪▪▪ ▪▪ ▪▪▪▪ ▪▪▪ ▪▪▪▪▪ ▪▪ ▪▪▪▪ ▪▪▪ ▪▪▪▪▪▪ ▪▪▪ ▪▪ ▪▪▪▪ ▪▪▪ ▪▪▪▪▪ ▪▪ ▪▪▪▪ ▪▪▪ ▪▪▪▪▪▪ ▪▪▪ ▪▪ ▪▪▪▪ ▪▪▪ ▪▪▪▪▪ ▪▪ ▪▪▪▪ ▪▪▪ ▪▪▪▪▪▪ ▪▪▪ ▪▪ ▬▬▬ ▪▪▪▪ ▪▪▪ ▪▪▪▪▪ ▪▪ ▪▪▪▪ ▪▪▪ ▪▪▪▪▪▪ ▪▪▪ ▪▪ ▪▪▪▪ ▪▪▪ ▪▪▪▪▪ ▪▪ ▪▪▪▪ ▪▪▪ ▪▪▪▪▪▪ ▪▪▪ ▪▪ ▪▪▪▪ ▪▪▪ ▪▪▪▪▪ ▪▪ ▪▪▪▪ ▪▪▪ ▪▪▪▪▪▪ ▪▪▪ ▪▪ ▪▪▪▪ ▪▪▪ ▪▪▪▪▪ ▪▪ ▪▪▪▪ ▪▪▪ ▪▪▪▪▪▪ ▪▪▪ ▪▪ ▪▪▪▪ ▪▪▪ ▪▪▪▪▪ ▪▪ ▪▪▪▪ ▪▪▪ ▪▪▪▪▪▪ ▪▪▪ ▪▪ ▪▪▪▪ ▪▪▪ ▪▪▪▪▪ ▪▪ ▪▪▪▪ ▪▪▪ ▪▪▪▪▪▪ ▪▪▪ ▪▪ ▬▬▬ ▪▪▪▪ ▪▪▪ ▪▪▪▪▪ ▪▪ ▪▪▪▪ ▪▪▪ ▪▪▪▪▪▪ ▪▪▪ ▪▪ ▪▪▪▪ ▪▪▪ ▪▪▪▪▪ ▪▪ ▪▪▪▪ ▪▪▪ ▪▪▪▪▪▪ ▪▪▪ ▪▪ <box>398 526 501 693</box>
banner-cobro: COBRAMOS A DOMICILIO PUEDE VD. PAGAR CON TARJETA DE CREDITO <box>412 24 522 71</box>
velarde-logo: Velarde PUBLICIDAD <box>530 30 586 50</box>
banner-anuncios <box>18 26 98 54</box>
ad-phone: 902 23 20 00 <box>522 281 593 295</box>
page-header <box>18 6 610 19</box>
classified-text: ▬▬▬ ▪▪▪▪ ▪▪▪ ▪▪▪▪▪ ▪▪ ▪▪▪▪ ▪▪▪ ▪▪▪▪▪▪ ▪▪▪ ▪▪ ▪▪▪▪ ▪▪▪ ▪▪▪▪▪ ▪▪ ▪▪▪▪ ▪▪▪ ▪▪▪▪▪▪ ▪▪▪ ▪▪ ▪▪▪▪ ▪▪▪ ▪▪▪▪▪ ▪▪ ▪▪▪▪ ▪▪▪ ▪▪▪▪▪▪ ▪▪▪ ▪▪ ▪▪▪▪ ▪▪▪ ▪▪▪▪▪ ▪▪ ▪▪▪▪ ▪▪▪ ▪▪▪▪▪▪ ▪▪▪ ▪▪ ▪▪▪▪ ▪▪▪ ▪▪▪▪▪ ▪▪ ▪▪▪▪ ▪▪▪ ▪▪▪▪▪▪ ▪▪▪ ▪▪ ▪▪▪▪ ▪▪▪ ▪▪▪▪▪ ▪▪ ▪▪▪▪ ▪▪▪ ▪▪▪▪▪▪ ▪▪▪ ▪▪ ▬▬▬ ▪▪▪▪ ▪▪▪ ▪▪▪▪▪ ▪▪ ▪▪▪▪ ▪▪▪ ▪▪▪▪▪▪ ▪▪▪ ▪▪ ▪▪▪▪ ▪▪▪ ▪▪▪▪▪ ▪▪ ▪▪▪▪ ▪▪▪ ▪▪▪▪▪▪ ▪▪▪ ▪▪ <box>507 434 607 475</box>
ad-subtitle: PARCELA <box>43 112 87 122</box>
ad-phone: 91 435 95 32 <box>414 422 485 436</box>
ad-title: LOCAL EN VENTA O ALQUILER <box>34 669 96 709</box>
ad-note: Directamente <box>327 487 369 494</box>
classified-text: ▬▬▬ ▪▪▪▪ ▪▪▪ ▪▪▪▪▪ ▪▪ ▪▪▪▪ ▪▪▪ ▪▪▪▪▪▪ ▪▪▪ ▪▪ ▪▪▪▪ ▪▪▪ ▪▪▪▪▪ ▪▪ ▪▪▪▪ ▪▪▪ ▪▪▪▪▪▪ ▪▪▪ ▪▪ ▪▪▪▪ ▪▪▪ ▪▪▪▪▪ ▪▪ ▪▪▪▪ ▪▪▪ ▪▪▪▪▪▪ ▪▪▪ ▪▪ ▪▪▪▪ ▪▪▪ ▪▪▪▪▪ ▪▪ ▪▪▪▪ ▪▪▪ ▪▪▪▪▪▪ ▪▪▪ ▪▪ ▪▪▪▪ ▪▪▪ ▪▪▪▪▪ ▪▪ ▪▪▪▪ ▪▪▪ ▪▪▪▪▪▪ ▪▪▪ ▪▪ ▪▪▪▪ ▪▪▪ ▪▪▪▪▪ ▪▪ ▪▪▪▪ ▪▪▪ ▪▪▪▪▪▪ ▪▪▪ ▪▪ ▬▬▬ ▪▪▪▪ ▪▪▪ ▪▪▪▪▪ ▪▪ ▪▪▪▪ ▪▪▪ ▪▪▪▪▪▪ ▪▪▪ ▪▪ ▪▪▪▪ ▪▪▪ ▪▪▪▪▪ ▪▪ ▪▪▪▪ ▪▪▪ ▪▪▪▪▪▪ ▪▪▪ ▪▪ ▪▪▪▪ ▪▪▪ ▪▪▪▪▪ ▪▪ ▪▪▪▪ ▪▪▪ ▪▪▪▪▪▪ ▪▪▪ ▪▪ ▪▪▪▪ ▪▪▪ ▪▪▪▪▪ ▪▪ ▪▪▪▪ ▪▪▪ ▪▪▪▪▪▪ ▪▪▪ ▪▪ ▪▪▪▪ ▪▪▪ ▪▪▪▪▪ ▪▪ ▪▪▪▪ ▪▪▪ ▪▪▪▪▪▪ ▪▪▪ ▪▪ ▪▪▪▪ ▪▪▪ ▪▪▪▪▪ ▪▪ ▪▪▪▪ ▪▪▪ ▪▪▪▪▪▪ ▪▪▪ ▪▪ ▬▬▬ ▪▪▪▪ ▪▪▪ ▪▪▪▪▪ ▪▪ ▪▪▪▪ ▪▪▪ ▪▪▪▪▪▪ ▪▪▪ ▪▪ ▪▪▪▪ ▪▪▪ ▪▪▪▪▪ ▪▪ ▪▪▪▪ ▪▪▪ ▪▪▪▪▪▪ ▪▪▪ ▪▪ ▪▪▪▪ ▪▪▪ ▪▪▪▪▪ ▪▪ ▪▪▪▪ ▪▪▪ ▪▪▪▪▪▪ ▪▪▪ ▪▪ ▪▪▪▪ ▪▪▪ ▪▪▪▪▪ ▪▪ ▪▪▪▪ ▪▪▪ ▪▪▪▪▪▪ ▪▪▪ ▪▪ ▪▪▪▪ ▪▪▪ ▪▪▪▪▪ ▪▪ ▪▪▪▪ ▪▪▪ ▪▪▪▪▪▪ ▪▪▪ ▪▪ ▪▪▪▪ ▪▪▪ ▪▪▪▪▪ ▪▪ ▪▪▪▪ ▪▪▪ ▪▪▪▪▪▪ ▪▪▪ ▪▪ ▬▬▬ ▪▪▪▪ ▪▪▪ ▪▪▪▪▪ ▪▪ ▪▪▪▪ ▪▪▪ ▪▪▪▪▪▪ ▪▪▪ ▪▪ ▪▪▪▪ ▪▪▪ ▪▪▪▪▪ ▪▪ ▪▪▪▪ ▪▪▪ ▪▪▪▪▪▪ ▪▪▪ ▪▪ ▪▪▪▪ ▪▪▪ ▪▪▪▪▪ ▪▪ ▪▪▪▪ ▪▪▪ ▪▪▪▪▪▪ ▪▪▪ ▪▪ ▪▪▪▪ ▪▪▪ ▪▪▪▪▪ ▪▪ ▪▪▪▪ ▪▪▪ ▪▪▪▪▪▪ ▪▪▪ ▪▪ ▪▪▪▪ ▪▪▪ ▪▪▪▪▪ ▪▪ ▪▪▪▪ ▪▪▪ ▪▪▪▪▪▪ ▪▪▪ ▪▪ ▪▪▪▪ ▪▪▪ ▪▪▪▪▪ ▪▪ ▪▪▪▪ ▪▪▪ ▪▪▪▪▪▪ ▪▪▪ ▪▪ ▬▬▬ ▪▪▪▪ ▪▪▪ ▪▪▪▪▪ ▪▪ ▪▪▪▪ ▪▪▪ ▪▪▪▪▪▪ ▪▪▪ ▪▪ ▪▪▪▪ ▪▪▪ ▪▪▪▪▪ ▪▪ ▪▪▪▪ ▪▪▪ ▪▪▪▪▪▪ ▪▪▪ ▪▪ ▪▪▪▪ ▪▪▪ ▪▪▪▪▪ ▪▪ ▪▪▪▪ ▪▪▪ ▪▪▪▪▪▪ ▪▪▪ ▪▪ ▪▪▪▪ ▪▪▪ ▪▪▪▪▪ ▪▪ ▪▪▪▪ ▪▪▪ ▪▪▪▪▪▪ ▪▪▪ ▪▪ ▪▪▪▪ ▪▪▪ ▪▪▪▪▪ ▪▪ ▪▪▪▪ ▪▪▪ ▪▪▪▪▪▪ ▪▪▪ ▪▪ ▪▪▪▪ ▪▪▪ ▪▪▪▪▪ ▪▪ ▪▪▪▪ ▪▪▪ ▪▪▪▪▪▪ ▪▪▪ ▪▪ ▬▬▬ ▪▪▪▪ ▪▪▪ ▪▪▪▪▪ ▪▪ ▪▪▪▪ ▪▪▪ ▪▪▪▪▪▪ ▪▪▪ ▪▪ ▪▪▪▪ ▪▪▪ ▪▪▪▪▪ ▪▪ ▪▪▪▪ ▪▪▪ ▪▪▪▪▪▪ ▪▪▪ ▪▪ ▪▪▪▪ ▪▪▪ ▪▪▪▪▪ ▪▪ ▪▪▪▪ ▪▪▪ ▪▪▪▪▪▪ ▪▪▪ ▪▪ ▪▪▪▪ ▪▪▪ ▪▪▪▪▪ ▪▪ ▪▪▪▪ ▪▪▪ ▪▪▪▪▪▪ ▪▪▪ ▪▪ ▪▪▪▪ ▪▪▪ ▪▪▪▪▪ ▪▪ ▪▪▪▪ ▪▪▪ ▪▪▪▪▪▪ ▪▪▪ ▪▪ ▪▪▪▪ ▪▪▪ ▪▪▪▪▪ ▪▪ ▪▪▪▪ ▪▪▪ ▪▪▪▪▪▪ ▪▪▪ ▪▪ ▬▬▬ ▪▪▪▪ ▪▪▪ ▪▪▪▪▪ ▪▪ ▪▪▪▪ ▪▪▪ ▪▪▪▪▪▪ ▪▪▪ ▪▪ ▪▪▪▪ ▪▪▪ ▪▪▪▪▪ ▪▪ ▪▪▪▪ ▪▪▪ ▪▪▪▪▪▪ ▪▪▪ ▪▪ ▪▪▪▪ ▪▪▪ ▪▪▪▪▪ ▪▪ ▪▪▪▪ ▪▪▪ ▪▪▪▪▪▪ ▪▪▪ ▪▪ ▪▪▪▪ ▪▪▪ ▪▪▪▪▪ ▪▪ ▪▪▪▪ ▪▪▪ ▪▪▪▪▪▪ ▪▪▪ ▪▪ ▪▪▪▪ ▪▪▪ ▪▪▪▪▪ ▪▪ ▪▪▪▪ ▪▪▪ ▪▪▪▪▪▪ ▪▪▪ ▪▪ ▪▪▪▪ ▪▪▪ ▪▪▪▪▪ ▪▪ ▪▪▪▪ ▪▪▪ ▪▪▪▪▪▪ ▪▪▪ ▪▪ ▬▬▬ ▪▪▪▪ ▪▪▪ ▪▪▪▪▪ ▪▪ ▪▪▪▪ ▪▪▪ ▪▪▪▪▪▪ ▪▪▪ ▪▪ ▪▪▪▪ ▪▪▪ ▪▪▪▪▪ ▪▪ ▪▪▪▪ ▪▪▪ ▪▪▪▪▪▪ ▪▪▪ ▪▪ ▪▪▪▪ ▪▪▪ ▪▪▪▪▪ ▪▪ ▪▪▪▪ ▪▪▪ ▪▪▪▪▪▪ ▪▪▪ ▪▪ ▪▪▪▪ ▪▪▪ ▪▪▪▪▪ ▪▪ ▪▪▪▪ ▪▪▪ ▪▪▪▪▪▪ ▪▪▪ ▪▪ ▪▪▪▪ ▪▪▪ ▪▪▪▪▪ ▪▪ ▪▪▪▪ ▪▪▪ ▪▪▪▪▪▪ ▪▪▪ ▪▪ ▪▪▪▪ ▪▪▪ ▪▪▪▪▪ ▪▪ ▪▪▪▪ ▪▪▪ ▪▪▪▪▪▪ ▪▪▪ ▪▪ ▬▬▬ ▪▪▪▪ ▪▪▪ ▪▪▪▪▪ ▪▪ ▪▪▪▪ ▪▪▪ ▪▪▪▪▪▪ ▪▪▪ ▪▪ ▪▪▪▪ ▪▪▪ ▪▪▪▪▪ ▪▪ ▪▪▪▪ ▪▪▪ ▪▪▪▪▪▪ ▪▪▪ ▪▪ ▪▪▪▪ ▪▪▪ ▪▪▪▪▪ ▪▪ ▪▪▪▪ ▪▪▪ ▪▪▪▪▪▪ ▪▪▪ ▪▪ ▪▪▪▪ ▪▪▪ ▪▪▪▪▪ ▪▪ ▪▪▪▪ ▪▪▪ ▪▪▪▪▪▪ ▪▪▪ ▪▪ ▪▪▪▪ ▪▪▪ ▪▪▪▪▪ ▪▪ ▪▪▪▪ ▪▪▪ ▪▪▪▪▪▪ ▪▪▪ ▪▪ ▪▪▪▪ ▪▪▪ ▪▪▪▪▪ ▪▪ ▪▪▪▪ ▪▪▪ ▪▪▪▪▪▪ ▪▪▪ ▪▪ ▬▬▬ ▪▪▪▪ ▪▪▪ ▪▪▪▪▪ ▪▪ ▪▪▪▪ ▪▪▪ ▪▪▪▪▪▪ ▪▪▪ ▪▪ ▪▪▪▪ ▪▪▪ ▪▪▪▪▪ ▪▪ ▪▪▪▪ ▪▪▪ ▪▪▪▪▪▪ ▪▪▪ ▪▪ ▪▪▪▪ ▪▪▪ ▪▪▪▪▪ ▪▪ ▪▪▪▪ ▪▪▪ ▪▪▪▪▪▪ ▪▪▪ ▪▪ ▪▪▪▪ ▪▪▪ ▪▪▪▪▪ ▪▪ ▪▪▪▪ ▪▪▪ ▪▪▪▪▪▪ ▪▪▪ ▪▪ ▪▪▪▪ ▪▪▪ ▪▪▪▪▪ ▪▪ ▪▪▪▪ ▪▪▪ ▪▪▪▪▪▪ ▪▪▪ ▪▪ ▪▪▪▪ ▪▪▪ ▪▪▪▪▪ ▪▪ ▪▪▪▪ ▪▪▪ ▪▪▪▪▪▪ ▪▪▪ ▪▪ ▬▬▬ ▪▪▪▪ ▪▪▪ ▪▪▪▪▪ ▪▪ ▪▪▪▪ ▪▪▪ ▪▪▪▪▪▪ ▪▪▪ ▪▪ ▪▪▪▪ ▪▪▪ ▪▪▪▪▪ ▪▪ ▪▪▪▪ ▪▪▪ ▪▪▪▪▪▪ ▪▪▪ ▪▪ ▪▪▪▪ ▪▪▪ ▪▪▪▪▪ ▪▪ ▪▪▪▪ ▪▪▪ ▪▪▪▪▪▪ ▪▪▪ ▪▪ ▪▪▪▪ ▪▪▪ ▪▪▪▪▪ ▪▪ ▪▪▪▪ ▪▪▪ ▪▪▪▪▪▪ ▪▪▪ ▪▪ ▪▪▪▪ ▪▪▪ ▪▪▪▪▪ ▪▪ ▪▪▪▪ ▪▪▪ ▪▪▪▪▪▪ ▪▪▪ ▪▪ ▪▪▪▪ ▪▪▪ ▪▪▪▪▪ ▪▪ ▪▪▪▪ ▪▪▪ ▪▪▪▪▪▪ ▪▪▪ ▪▪ ▬▬▬ ▪▪▪▪ ▪▪▪ ▪▪▪▪▪ ▪▪ ▪▪▪▪ ▪▪▪ ▪▪▪▪▪▪ ▪▪▪ ▪▪ ▪▪▪▪ ▪▪▪ ▪▪▪▪▪ ▪▪ ▪▪▪▪ ▪▪▪ ▪▪▪▪▪▪ ▪▪▪ ▪▪ ▪▪▪▪ ▪▪▪ ▪▪▪▪▪ ▪▪ ▪▪▪▪ ▪▪▪ ▪▪▪▪▪▪ ▪▪▪ ▪▪ ▪▪▪▪ ▪▪▪ ▪▪▪▪▪ ▪▪ ▪▪▪▪ ▪▪▪ ▪▪▪▪▪▪ ▪▪▪ ▪▪ ▪▪▪▪ ▪▪▪ ▪▪▪▪▪ ▪▪ ▪▪▪▪ ▪▪▪ ▪▪▪▪▪▪ ▪▪▪ ▪▪ ▪▪▪▪ ▪▪▪ ▪▪▪▪▪ ▪▪ ▪▪▪▪ ▪▪▪ ▪▪▪▪▪▪ ▪▪▪ ▪▪ ▬▬▬ ▪▪▪▪ ▪▪▪ ▪▪▪▪▪ ▪▪ ▪▪▪▪ ▪▪▪ ▪▪▪▪▪▪ ▪▪▪ ▪▪ ▪▪▪▪ ▪▪▪ ▪▪▪▪▪ ▪▪ ▪▪▪▪ ▪▪▪ ▪▪▪▪▪▪ ▪▪▪ ▪▪ ▪▪▪▪ ▪▪▪ ▪▪▪▪▪ ▪▪ ▪▪▪▪ ▪▪▪ ▪▪▪▪▪▪ ▪▪▪ ▪▪ ▪▪▪▪ ▪▪▪ ▪▪▪▪▪ ▪▪ ▪▪▪▪ ▪▪▪ ▪▪▪▪▪▪ ▪▪▪ ▪▪ ▪▪▪▪ ▪▪▪ ▪▪▪▪▪ ▪▪ ▪▪▪▪ ▪▪▪ ▪▪▪▪▪▪ ▪▪▪ ▪▪ ▪▪▪▪ ▪▪▪ ▪▪▪▪▪ ▪▪ ▪▪▪▪ ▪▪▪ ▪▪▪▪▪▪ ▪▪▪ ▪▪ ▬▬▬ ▪▪▪▪ ▪▪▪ ▪▪▪▪▪ ▪▪ ▪▪▪▪ ▪▪▪ ▪▪▪▪▪▪ ▪▪▪ ▪▪ ▪▪▪▪ ▪▪▪ ▪▪▪▪▪ ▪▪ ▪▪▪▪ ▪▪▪ ▪▪▪▪▪▪ ▪▪▪ ▪▪ ▪▪▪▪ ▪▪▪ ▪▪▪▪▪ ▪▪ ▪▪▪▪ ▪▪▪ ▪▪▪▪▪▪ ▪▪▪ ▪▪ ▪▪▪▪ ▪▪▪ ▪▪▪▪▪ ▪▪ ▪▪▪▪ ▪▪▪ ▪▪▪▪▪▪ ▪▪▪ ▪▪ ▪▪▪▪ ▪▪▪ ▪▪▪▪▪ ▪▪ ▪▪▪▪ ▪▪▪ ▪▪▪▪▪▪ ▪▪▪ ▪▪ ▪▪▪▪ ▪▪▪ ▪▪▪▪▪ ▪▪ ▪▪▪▪ ▪▪▪ ▪▪▪▪▪▪ ▪▪▪ ▪▪ ▬▬▬ ▪▪▪▪ ▪▪▪ ▪▪▪▪▪ ▪▪ ▪▪▪▪ ▪▪▪ ▪▪▪▪▪▪ ▪▪▪ ▪▪ ▪▪▪▪ ▪▪▪ ▪▪▪▪▪ ▪▪ ▪▪▪▪ ▪▪▪ ▪▪▪▪▪▪ ▪▪▪ ▪▪ ▪▪▪▪ ▪▪▪ ▪▪▪▪▪ ▪▪ ▪▪▪▪ ▪▪▪ ▪▪▪▪▪▪ ▪▪▪ ▪▪ ▪▪▪▪ ▪▪▪ ▪▪▪▪▪ ▪▪ ▪▪▪▪ ▪▪▪ ▪▪▪▪▪▪ ▪▪▪ ▪▪ ▪▪▪▪ ▪▪▪ ▪▪▪▪▪ ▪▪ ▪▪▪▪ ▪▪▪ ▪▪▪▪▪▪ ▪▪▪ ▪▪ ▪▪▪▪ ▪▪▪ ▪▪▪▪▪ ▪▪ ▪▪▪▪ ▪▪▪ ▪▪▪▪▪▪ ▪▪▪ ▪▪ ▬▬▬ ▪▪▪▪ ▪▪▪ ▪▪▪▪▪ ▪▪ ▪▪▪▪ ▪▪▪ ▪▪▪▪▪▪ ▪▪▪ ▪▪ ▪▪▪▪ ▪▪▪ ▪▪▪▪▪ ▪▪ ▪▪▪▪ ▪▪▪ ▪▪▪▪▪▪ ▪▪▪ ▪▪ ▪▪▪▪ ▪▪▪ ▪▪▪▪▪ ▪▪ ▪▪▪▪ ▪▪▪ ▪▪▪▪▪▪ ▪▪▪ ▪▪ ▪▪▪▪ ▪▪▪ ▪▪▪▪▪ ▪▪ ▪▪▪▪ ▪▪▪ ▪▪▪▪▪▪ ▪▪▪ ▪▪ ▪▪▪▪ ▪▪▪ ▪▪▪▪▪ ▪▪ ▪▪▪▪ ▪▪▪ ▪▪▪▪▪▪ ▪▪▪ ▪▪ ▪▪▪▪ ▪▪▪ ▪▪▪▪▪ ▪▪ ▪▪▪▪ ▪▪▪ ▪▪▪▪▪▪ ▪▪▪ ▪▪ ▬▬▬ ▪▪▪▪ ▪▪▪ ▪▪▪▪▪ ▪▪ ▪▪▪▪ ▪▪▪ ▪▪▪▪▪▪ ▪▪▪ ▪▪ ▪▪▪▪ ▪▪▪ ▪▪▪▪▪ ▪▪ ▪▪▪▪ ▪▪▪ ▪▪▪▪▪▪ ▪▪▪ ▪▪ ▪▪▪▪ ▪▪▪ ▪▪▪▪▪ ▪▪ ▪▪▪▪ ▪▪▪ ▪▪▪▪▪▪ ▪▪▪ ▪▪ ▪▪▪▪ ▪▪▪ ▪▪▪▪▪ ▪▪ ▪▪▪▪ ▪▪▪ ▪▪▪▪▪▪ ▪▪▪ ▪▪ ▪▪▪▪ ▪▪▪ ▪▪▪▪▪ ▪▪ ▪▪▪▪ ▪▪▪ ▪▪▪▪▪▪ ▪▪▪ ▪▪ ▪▪▪▪ ▪▪▪ ▪▪▪▪▪ ▪▪ ▪▪▪▪ ▪▪▪ ▪▪▪▪▪▪ ▪▪▪ ▪▪ ▬▬▬ ▪▪▪▪ ▪▪▪ ▪▪▪▪▪ ▪▪ ▪▪▪▪ ▪▪▪ ▪▪▪▪▪▪ ▪▪▪ ▪▪ ▪▪▪▪ ▪▪▪ ▪▪▪▪▪ ▪▪ ▪▪▪▪ ▪▪▪ ▪▪▪▪▪▪ ▪▪▪ ▪▪ <box>115 80 203 688</box>
ad-phone: 917 591 650 <box>220 446 288 460</box>
bottom-banner <box>18 825 610 871</box>
banner-phone: 91 531 23 00 <box>193 24 369 68</box>
ad-detail: PARA SEIS CHALETS ADOSADOS <box>29 124 100 140</box>
ad-detail: Local traspaso 110 m² 22.000.000 ptas. <box>522 385 592 401</box>
ad-title: ZONA CUZCO <box>421 387 478 422</box>
column-5 <box>396 80 504 823</box>
fax-number: 91 522 57 81 <box>340 37 422 53</box>
ad-alcala-quintana <box>507 233 607 300</box>
ad-phone: 91 543 54 05 <box>414 505 485 519</box>
ad-detail: semiesquina José Villena (El Carmen) <box>34 746 96 762</box>
ad-coruna <box>304 423 391 512</box>
classified-text: ▬▬▬ ▪▪▪▪ ▪▪▪ ▪▪▪▪▪ ▪▪ ▪▪▪▪ ▪▪▪ ▪▪▪▪▪▪ ▪▪▪ ▪▪ ▪▪▪▪ ▪▪▪ ▪▪▪▪▪ ▪▪ ▪▪▪▪ ▪▪▪ ▪▪▪▪▪▪ ▪▪▪ ▪▪ ▪▪▪▪ ▪▪▪ ▪▪▪▪▪ ▪▪ ▪▪▪▪ ▪▪▪ ▪▪▪▪▪▪ ▪▪▪ ▪▪ ▪▪▪▪ ▪▪▪ ▪▪▪▪▪ ▪▪ ▪▪▪▪ ▪▪▪ ▪▪▪▪▪▪ ▪▪▪ ▪▪ ▪▪▪▪ ▪▪▪ ▪▪▪▪▪ ▪▪ ▪▪▪▪ ▪▪▪ ▪▪▪▪▪▪ ▪▪▪ ▪▪ ▪▪▪▪ ▪▪▪ ▪▪▪▪▪ ▪▪ ▪▪▪▪ ▪▪▪ ▪▪▪▪▪▪ ▪▪▪ ▪▪ ▬▬▬ ▪▪▪▪ ▪▪▪ ▪▪▪▪▪ ▪▪ ▪▪▪▪ ▪▪▪ ▪▪▪▪▪▪ ▪▪▪ ▪▪ ▪▪▪▪ ▪▪▪ ▪▪▪▪▪ ▪▪ ▪▪▪▪ ▪▪▪ ▪▪▪▪▪▪ ▪▪▪ ▪▪ <box>507 303 607 344</box>
banner-anuncios-text: ANUNCIOS <box>18 24 99 41</box>
classified-text: ▬▬▬ ▪▪▪▪ ▪▪▪ ▪▪▪▪▪ ▪▪ ▪▪▪▪ ▪▪▪ ▪▪▪▪▪▪ ▪▪▪ ▪▪ ▪▪▪▪ ▪▪▪ ▪▪▪▪▪ ▪▪ ▪▪▪▪ ▪▪▪ ▪▪▪▪▪▪ ▪▪▪ ▪▪ ▪▪▪▪ ▪▪▪ ▪▪▪▪▪ ▪▪ ▪▪▪▪ ▪▪▪ ▪▪▪▪▪▪ ▪▪▪ ▪▪ ▪▪▪▪ ▪▪▪ ▪▪▪▪▪ ▪▪ ▪▪▪▪ ▪▪▪ ▪▪▪▪▪▪ ▪▪▪ ▪▪ ▪▪▪▪ ▪▪▪ ▪▪▪▪▪ ▪▪ ▪▪▪▪ ▪▪▪ ▪▪▪▪▪▪ ▪▪▪ ▪▪ ▪▪▪▪ ▪▪▪ ▪▪▪▪▪ ▪▪ ▪▪▪▪ ▪▪▪ ▪▪▪▪▪▪ ▪▪▪ ▪▪ ▬▬▬ ▪▪▪▪ ▪▪▪ ▪▪▪▪▪ ▪▪ ▪▪▪▪ ▪▪▪ ▪▪▪▪▪▪ ▪▪▪ ▪▪ ▪▪▪▪ ▪▪▪ ▪▪▪▪▪ ▪▪ ▪▪▪▪ ▪▪▪ ▪▪▪▪▪▪ ▪▪▪ ▪▪ ▪▪▪▪ ▪▪▪ ▪▪▪▪▪ ▪▪ ▪▪▪▪ ▪▪▪ ▪▪▪▪▪▪ ▪▪▪ ▪▪ ▪▪▪▪ ▪▪▪ ▪▪▪▪▪ ▪▪ ▪▪▪▪ ▪▪▪ ▪▪▪▪▪▪ ▪▪▪ ▪▪ ▪▪▪▪ ▪▪▪ ▪▪▪▪▪ ▪▪ ▪▪▪▪ ▪▪▪ ▪▪▪▪▪▪ ▪▪▪ ▪▪ ▪▪▪▪ ▪▪▪ ▪▪▪▪▪ ▪▪ ▪▪▪▪ ▪▪▪ ▪▪▪▪▪▪ ▪▪▪ ▪▪ ▬▬▬ ▪▪▪▪ ▪▪▪ ▪▪▪▪▪ ▪▪ ▪▪▪▪ ▪▪▪ ▪▪▪▪▪▪ ▪▪▪ ▪▪ ▪▪▪▪ ▪▪▪ ▪▪▪▪▪ ▪▪ ▪▪▪▪ ▪▪▪ ▪▪▪▪▪▪ ▪▪▪ ▪▪ ▪▪▪▪ ▪▪▪ ▪▪▪▪▪ ▪▪ ▪▪▪▪ ▪▪▪ ▪▪▪▪▪▪ ▪▪▪ ▪▪ ▪▪▪▪ ▪▪▪ ▪▪▪▪▪ ▪▪ ▪▪▪▪ ▪▪▪ ▪▪▪▪▪▪ ▪▪▪ ▪▪ ▪▪▪▪ ▪▪▪ ▪▪▪▪▪ ▪▪ ▪▪▪▪ ▪▪▪ ▪▪▪▪▪▪ ▪▪▪ ▪▪ ▪▪▪▪ ▪▪▪ ▪▪▪▪▪ ▪▪ ▪▪▪▪ ▪▪▪ ▪▪▪▪▪▪ ▪▪▪ ▪▪ ▬▬▬ ▪▪▪▪ ▪▪▪ ▪▪▪▪▪ ▪▪ ▪▪▪▪ ▪▪▪ ▪▪▪▪▪▪ ▪▪▪ ▪▪ ▪▪▪▪ ▪▪▪ ▪▪▪▪▪ ▪▪ ▪▪▪▪ ▪▪▪ ▪▪▪▪▪▪ ▪▪▪ ▪▪ ▪▪▪▪ ▪▪▪ ▪▪▪▪▪ ▪▪ ▪▪▪▪ ▪▪▪ ▪▪▪▪▪▪ ▪▪▪ ▪▪ ▪▪▪▪ ▪▪▪ ▪▪▪▪▪ ▪▪ ▪▪▪▪ ▪▪▪ ▪▪▪▪▪▪ ▪▪▪ ▪▪ ▪▪▪▪ ▪▪▪ ▪▪▪▪▪ ▪▪ ▪▪▪▪ ▪▪▪ ▪▪▪▪▪▪ ▪▪▪ ▪▪ ▪▪▪▪ ▪▪▪ ▪▪▪▪▪ ▪▪ ▪▪▪▪ ▪▪▪ ▪▪▪▪▪▪ ▪▪▪ ▪▪ ▬▬▬ ▪▪▪▪ ▪▪▪ ▪▪▪▪▪ ▪▪ ▪▪▪▪ ▪▪▪ ▪▪▪▪▪▪ ▪▪▪ ▪▪ ▪▪▪▪ ▪▪▪ ▪▪▪▪▪ ▪▪ ▪▪▪▪ ▪▪▪ ▪▪▪▪▪▪ ▪▪▪ ▪▪ ▪▪▪▪ ▪▪▪ ▪▪▪▪▪ ▪▪ ▪▪▪▪ ▪▪▪ ▪▪▪▪▪▪ ▪▪▪ ▪▪ ▪▪▪▪ ▪▪▪ ▪▪▪▪▪ ▪▪ ▪▪▪▪ ▪▪▪ ▪▪▪▪▪▪ ▪▪▪ ▪▪ ▪▪▪▪ ▪▪▪ ▪▪▪▪▪ ▪▪ ▪▪▪▪ ▪▪▪ ▪▪▪▪▪▪ ▪▪▪ ▪▪ ▪▪▪▪ ▪▪▪ ▪▪▪▪▪ ▪▪ ▪▪▪▪ ▪▪▪ ▪▪▪▪▪▪ ▪▪▪ ▪▪ ▬▬▬ ▪▪▪▪ ▪▪▪ ▪▪▪▪▪ ▪▪ ▪▪▪▪ ▪▪▪ ▪▪▪▪▪▪ ▪▪▪ ▪▪ ▪▪▪▪ ▪▪▪ ▪▪▪▪▪ ▪▪ ▪▪▪▪ ▪▪▪ ▪▪▪▪▪▪ ▪▪▪ ▪▪ ▪▪▪▪ ▪▪▪ ▪▪▪▪▪ ▪▪ ▪▪▪▪ ▪▪▪ ▪▪▪▪▪▪ ▪▪▪ ▪▪ ▪▪▪▪ ▪▪▪ ▪▪▪▪▪ ▪▪ ▪▪▪▪ ▪▪▪ ▪▪▪▪▪▪ ▪▪▪ ▪▪ ▪▪▪▪ ▪▪▪ ▪▪▪▪▪ ▪▪ ▪▪▪▪ ▪▪▪ ▪▪▪▪▪▪ ▪▪▪ ▪▪ ▪▪▪▪ ▪▪▪ ▪▪▪▪▪ ▪▪ ▪▪▪▪ ▪▪▪ ▪▪▪▪▪▪ ▪▪▪ ▪▪ ▬▬▬ ▪▪▪▪ ▪▪▪ ▪▪▪▪▪ ▪▪ ▪▪▪▪ ▪▪▪ ▪▪▪▪▪▪ ▪▪▪ ▪▪ ▪▪▪▪ ▪▪▪ ▪▪▪▪▪ ▪▪ ▪▪▪▪ ▪▪▪ ▪▪▪▪▪▪ ▪▪▪ ▪▪ ▪▪▪▪ ▪▪▪ ▪▪▪▪▪ ▪▪ ▪▪▪▪ ▪▪▪ ▪▪▪▪▪▪ ▪▪▪ ▪▪ ▪▪▪▪ ▪▪▪ ▪▪▪▪▪ ▪▪ ▪▪▪▪ ▪▪▪ ▪▪▪▪▪▪ ▪▪▪ ▪▪ ▪▪▪▪ ▪▪▪ ▪▪▪▪▪ ▪▪ ▪▪▪▪ ▪▪▪ ▪▪▪▪▪▪ ▪▪▪ ▪▪ ▪▪▪▪ ▪▪▪ ▪▪▪▪▪ ▪▪ ▪▪▪▪ ▪▪▪ ▪▪▪▪▪▪ ▪▪▪ ▪▪ <box>398 80 501 296</box>
ad-title: ALCALA-QUINTANA <box>525 237 589 264</box>
classified-text: ▬▬▬ ▪▪▪▪ ▪▪▪ ▪▪▪▪▪ ▪▪ ▪▪▪▪ ▪▪▪ ▪▪▪▪▪▪ ▪▪▪ ▪▪ ▪▪▪▪ ▪▪▪ ▪▪▪▪▪ ▪▪ ▪▪▪▪ ▪▪▪ ▪▪▪▪▪▪ ▪▪▪ ▪▪ ▪▪▪▪ ▪▪▪ ▪▪▪▪▪ ▪▪ ▪▪▪▪ ▪▪▪ ▪▪▪▪▪▪ ▪▪▪ ▪▪ ▪▪▪▪ ▪▪▪ ▪▪▪▪▪ ▪▪ ▪▪▪▪ ▪▪▪ ▪▪▪▪▪▪ ▪▪▪ ▪▪ ▪▪▪▪ ▪▪▪ ▪▪▪▪▪ ▪▪ ▪▪▪▪ ▪▪▪ ▪▪▪▪▪▪ ▪▪▪ ▪▪ ▪▪▪▪ ▪▪▪ ▪▪▪▪▪ ▪▪ ▪▪▪▪ ▪▪▪ ▪▪▪▪▪▪ ▪▪▪ ▪▪ ▬▬▬ ▪▪▪▪ ▪▪▪ ▪▪▪▪▪ ▪▪ ▪▪▪▪ ▪▪▪ ▪▪▪▪▪▪ ▪▪▪ ▪▪ ▪▪▪▪ ▪▪▪ ▪▪▪▪▪ ▪▪ ▪▪▪▪ ▪▪▪ ▪▪▪▪▪▪ ▪▪▪ ▪▪ ▪▪▪▪ ▪▪▪ ▪▪▪▪▪ ▪▪ ▪▪▪▪ ▪▪▪ ▪▪▪▪▪▪ ▪▪▪ ▪▪ ▪▪▪▪ ▪▪▪ ▪▪▪▪▪ ▪▪ ▪▪▪▪ ▪▪▪ ▪▪▪▪▪▪ ▪▪▪ ▪▪ ▪▪▪▪ ▪▪▪ ▪▪▪▪▪ ▪▪ ▪▪▪▪ ▪▪▪ ▪▪▪▪▪▪ ▪▪▪ ▪▪ ▪▪▪▪ ▪▪▪ ▪▪▪▪▪ ▪▪ ▪▪▪▪ ▪▪▪ ▪▪▪▪▪▪ ▪▪▪ ▪▪ ▬▬▬ ▪▪▪▪ ▪▪▪ ▪▪▪▪▪ ▪▪ ▪▪▪▪ ▪▪▪ ▪▪▪▪▪▪ ▪▪▪ ▪▪ ▪▪▪▪ ▪▪▪ ▪▪▪▪▪ ▪▪ ▪▪▪▪ ▪▪▪ ▪▪▪▪▪▪ ▪▪▪ ▪▪ ▪▪▪▪ ▪▪▪ ▪▪▪▪▪ ▪▪ ▪▪▪▪ ▪▪▪ ▪▪▪▪▪▪ ▪▪▪ ▪▪ ▪▪▪▪ ▪▪▪ ▪▪▪▪▪ ▪▪ ▪▪▪▪ ▪▪▪ ▪▪▪▪▪▪ ▪▪▪ ▪▪ ▪▪▪▪ ▪▪▪ ▪▪▪▪▪ ▪▪ ▪▪▪▪ ▪▪▪ ▪▪▪▪▪▪ ▪▪▪ ▪▪ ▪▪▪▪ ▪▪▪ ▪▪▪▪▪ ▪▪ ▪▪▪▪ ▪▪▪ ▪▪▪▪▪▪ ▪▪▪ ▪▪ ▬▬▬ ▪▪▪▪ ▪▪▪ ▪▪▪▪▪ ▪▪ ▪▪▪▪ ▪▪▪ ▪▪▪▪▪▪ ▪▪▪ ▪▪ ▪▪▪▪ ▪▪▪ ▪▪▪▪▪ ▪▪ ▪▪▪▪ ▪▪▪ ▪▪▪▪▪▪ ▪▪▪ ▪▪ ▪▪▪▪ ▪▪▪ ▪▪▪▪▪ ▪▪ ▪▪▪▪ ▪▪▪ ▪▪▪▪▪▪ ▪▪▪ ▪▪ ▪▪▪▪ ▪▪▪ ▪▪▪▪▪ ▪▪ ▪▪▪▪ ▪▪▪ ▪▪▪▪▪▪ ▪▪▪ ▪▪ ▪▪▪▪ ▪▪▪ ▪▪▪▪▪ ▪▪ ▪▪▪▪ ▪▪▪ ▪▪▪▪▪▪ ▪▪▪ ▪▪ ▪▪▪▪ ▪▪▪ ▪▪▪▪▪ ▪▪ ▪▪▪▪ ▪▪▪ ▪▪▪▪▪▪ ▪▪▪ ▪▪ ▬▬▬ ▪▪▪▪ ▪▪▪ ▪▪▪▪▪ ▪▪ ▪▪▪▪ ▪▪▪ ▪▪▪▪▪▪ ▪▪▪ ▪▪ ▪▪▪▪ ▪▪▪ ▪▪▪▪▪ ▪▪ ▪▪▪▪ ▪▪▪ ▪▪▪▪▪▪ ▪▪▪ ▪▪ ▪▪▪▪ ▪▪▪ ▪▪▪▪▪ ▪▪ ▪▪▪▪ ▪▪▪ ▪▪▪▪▪▪ ▪▪▪ ▪▪ ▪▪▪▪ ▪▪▪ ▪▪▪▪▪ ▪▪ ▪▪▪▪ ▪▪▪ ▪▪▪▪▪▪ ▪▪▪ ▪▪ ▪▪▪▪ ▪▪▪ ▪▪▪▪▪ ▪▪ ▪▪▪▪ ▪▪▪ ▪▪▪▪▪▪ ▪▪▪ ▪▪ ▪▪▪▪ ▪▪▪ ▪▪▪▪▪ ▪▪ ▪▪▪▪ ▪▪▪ ▪▪▪▪▪▪ ▪▪▪ ▪▪ ▬▬▬ ▪▪▪▪ ▪▪▪ ▪▪▪▪▪ ▪▪ ▪▪▪▪ ▪▪▪ ▪▪▪▪▪▪ ▪▪▪ ▪▪ ▪▪▪▪ ▪▪▪ ▪▪▪▪▪ ▪▪ ▪▪▪▪ ▪▪▪ ▪▪▪▪▪▪ ▪▪▪ ▪▪ ▪▪▪▪ ▪▪▪ ▪▪▪▪▪ ▪▪ ▪▪▪▪ ▪▪▪ ▪▪▪▪▪▪ ▪▪▪ ▪▪ ▪▪▪▪ ▪▪▪ ▪▪▪▪▪ ▪▪ ▪▪▪▪ ▪▪▪ ▪▪▪▪▪▪ ▪▪▪ ▪▪ ▪▪▪▪ ▪▪▪ ▪▪▪▪▪ ▪▪ ▪▪▪▪ ▪▪▪ ▪▪▪▪▪▪ ▪▪▪ ▪▪ ▪▪▪▪ ▪▪▪ ▪▪▪▪▪ ▪▪ ▪▪▪▪ ▪▪▪ ▪▪▪▪▪▪ ▪▪▪ ▪▪ ▬▬▬ ▪▪▪▪ ▪▪▪ ▪▪▪▪▪ ▪▪ ▪▪▪▪ ▪▪▪ ▪▪▪▪▪▪ ▪▪▪ ▪▪ ▪▪▪▪ ▪▪▪ ▪▪▪▪▪ ▪▪ ▪▪▪▪ ▪▪▪ ▪▪▪▪▪▪ ▪▪▪ ▪▪ ▪▪▪▪ ▪▪▪ ▪▪▪▪▪ ▪▪ ▪▪▪▪ ▪▪▪ ▪▪▪▪▪▪ ▪▪▪ ▪▪ ▪▪▪▪ ▪▪▪ ▪▪▪▪▪ ▪▪ ▪▪▪▪ ▪▪▪ ▪▪▪▪▪▪ ▪▪▪ ▪▪ ▪▪▪▪ ▪▪▪ ▪▪▪▪▪ ▪▪ ▪▪▪▪ ▪▪▪ ▪▪▪▪▪▪ ▪▪▪ ▪▪ ▪▪▪▪ ▪▪▪ ▪▪▪▪▪ ▪▪ ▪▪▪▪ ▪▪▪ ▪▪▪▪▪▪ ▪▪▪ ▪▪ <box>209 80 298 324</box>
ad-detail: Local alquiler 329 m² GRAN FACHADA 1.800.000 ptas. <box>513 265 601 281</box>
ad-size: 1.200 METROS <box>417 486 482 496</box>
classified-text: ▬▬▬ ▪▪▪▪ ▪▪▪ ▪▪▪▪▪ ▪▪ ▪▪▪▪ ▪▪▪ ▪▪▪▪▪▪ ▪▪▪ ▪▪ ▪▪▪▪ ▪▪▪ ▪▪▪▪▪ ▪▪ ▪▪▪▪ ▪▪▪ ▪▪▪▪▪▪ ▪▪▪ ▪▪ ▪▪▪▪ ▪▪▪ ▪▪▪▪▪ ▪▪ ▪▪▪▪ ▪▪▪ ▪▪▪▪▪▪ ▪▪▪ ▪▪ ▪▪▪▪ ▪▪▪ ▪▪▪▪▪ ▪▪ ▪▪▪▪ ▪▪▪ ▪▪▪▪▪▪ ▪▪▪ ▪▪ ▪▪▪▪ ▪▪▪ ▪▪▪▪▪ ▪▪ ▪▪▪▪ ▪▪▪ ▪▪▪▪▪▪ ▪▪▪ ▪▪ ▪▪▪▪ ▪▪▪ ▪▪▪▪▪ ▪▪ ▪▪▪▪ ▪▪▪ ▪▪▪▪▪▪ ▪▪▪ ▪▪ ▬▬▬ ▪▪▪▪ ▪▪▪ ▪▪▪▪▪ ▪▪ ▪▪▪▪ ▪▪▪ ▪▪▪▪▪▪ ▪▪▪ ▪▪ ▪▪▪▪ ▪▪▪ ▪▪▪▪▪ ▪▪ ▪▪▪▪ ▪▪▪ ▪▪▪▪▪▪ ▪▪▪ ▪▪ ▪▪▪▪ ▪▪▪ ▪▪▪▪▪ ▪▪ ▪▪▪▪ ▪▪▪ ▪▪▪▪▪▪ ▪▪▪ ▪▪ ▪▪▪▪ ▪▪▪ ▪▪▪▪▪ ▪▪ ▪▪▪▪ ▪▪▪ ▪▪▪▪▪▪ ▪▪▪ ▪▪ ▪▪▪▪ ▪▪▪ ▪▪▪▪▪ ▪▪ ▪▪▪▪ ▪▪▪ ▪▪▪▪▪▪ ▪▪▪ ▪▪ ▪▪▪▪ ▪▪▪ ▪▪▪▪▪ ▪▪ ▪▪▪▪ ▪▪▪ ▪▪▪▪▪▪ ▪▪▪ ▪▪ ▬▬▬ ▪▪▪▪ ▪▪▪ ▪▪▪▪▪ ▪▪ ▪▪▪▪ ▪▪▪ ▪▪▪▪▪▪ ▪▪▪ ▪▪ ▪▪▪▪ ▪▪▪ ▪▪▪▪▪ ▪▪ ▪▪▪▪ ▪▪▪ ▪▪▪▪▪▪ ▪▪▪ ▪▪ ▪▪▪▪ ▪▪▪ ▪▪▪▪▪ ▪▪ ▪▪▪▪ ▪▪▪ ▪▪▪▪▪▪ ▪▪▪ ▪▪ ▪▪▪▪ ▪▪▪ ▪▪▪▪▪ ▪▪ ▪▪▪▪ ▪▪▪ ▪▪▪▪▪▪ ▪▪▪ ▪▪ ▪▪▪▪ ▪▪▪ ▪▪▪▪▪ ▪▪ ▪▪▪▪ ▪▪▪ ▪▪▪▪▪▪ ▪▪▪ ▪▪ ▪▪▪▪ ▪▪▪ ▪▪▪▪▪ ▪▪ ▪▪▪▪ ▪▪▪ ▪▪▪▪▪▪ ▪▪▪ ▪▪ ▬▬▬ ▪▪▪▪ ▪▪▪ ▪▪▪▪▪ ▪▪ ▪▪▪▪ ▪▪▪ ▪▪▪▪▪▪ ▪▪▪ ▪▪ ▪▪▪▪ ▪▪▪ ▪▪▪▪▪ ▪▪ ▪▪▪▪ ▪▪▪ ▪▪▪▪▪▪ ▪▪▪ ▪▪ ▪▪▪▪ ▪▪▪ ▪▪▪▪▪ ▪▪ ▪▪▪▪ ▪▪▪ ▪▪▪▪▪▪ ▪▪▪ ▪▪ ▪▪▪▪ ▪▪▪ ▪▪▪▪▪ ▪▪ ▪▪▪▪ ▪▪▪ ▪▪▪▪▪▪ ▪▪▪ ▪▪ ▪▪▪▪ ▪▪▪ ▪▪▪▪▪ ▪▪ ▪▪▪▪ ▪▪▪ ▪▪▪▪▪▪ ▪▪▪ ▪▪ ▪▪▪▪ ▪▪▪ ▪▪▪▪▪ ▪▪ ▪▪▪▪ ▪▪▪ ▪▪▪▪▪▪ ▪▪▪ ▪▪ ▬▬▬ ▪▪▪▪ ▪▪▪ ▪▪▪▪▪ ▪▪ ▪▪▪▪ ▪▪▪ ▪▪▪▪▪▪ ▪▪▪ ▪▪ ▪▪▪▪ ▪▪▪ ▪▪▪▪▪ ▪▪ ▪▪▪▪ ▪▪▪ ▪▪▪▪▪▪ ▪▪▪ ▪▪ ▪▪▪▪ ▪▪▪ ▪▪▪▪▪ ▪▪ ▪▪▪▪ ▪▪▪ ▪▪▪▪▪▪ ▪▪▪ ▪▪ ▪▪▪▪ ▪▪▪ ▪▪▪▪▪ ▪▪ ▪▪▪▪ ▪▪▪ ▪▪▪▪▪▪ ▪▪▪ ▪▪ ▪▪▪▪ ▪▪▪ ▪▪▪▪▪ ▪▪ ▪▪▪▪ ▪▪▪ ▪▪▪▪▪▪ ▪▪▪ ▪▪ ▪▪▪▪ ▪▪▪ ▪▪▪▪▪ ▪▪ ▪▪▪▪ ▪▪▪ ▪▪▪▪▪▪ ▪▪▪ ▪▪ ▬▬▬ ▪▪▪▪ ▪▪▪ ▪▪▪▪▪ ▪▪ ▪▪▪▪ ▪▪▪ ▪▪▪▪▪▪ ▪▪▪ ▪▪ <box>21 442 109 623</box>
ad-phone: 902 23 20 00 <box>522 401 593 415</box>
banner-en-text: EN <box>18 38 39 55</box>
classified-text: ▬▬▬ ▪▪▪▪ ▪▪▪ ▪▪▪▪▪ ▪▪ ▪▪▪▪ ▪▪▪ ▪▪▪▪▪▪ ▪▪▪ ▪▪ ▪▪▪▪ ▪▪▪ ▪▪▪▪▪ ▪▪ ▪▪▪▪ ▪▪▪ ▪▪▪▪▪▪ ▪▪▪ ▪▪ ▪▪▪▪ ▪▪▪ ▪▪▪▪▪ ▪▪ ▪▪▪▪ ▪▪▪ ▪▪▪▪▪▪ ▪▪▪ ▪▪ ▪▪▪▪ ▪▪▪ ▪▪▪▪▪ ▪▪ ▪▪▪▪ ▪▪▪ ▪▪▪▪▪▪ ▪▪▪ ▪▪ ▪▪▪▪ ▪▪▪ ▪▪▪▪▪ ▪▪ ▪▪▪▪ ▪▪▪ ▪▪▪▪▪▪ ▪▪▪ ▪▪ ▪▪▪▪ ▪▪▪ ▪▪▪▪▪ ▪▪ ▪▪▪▪ ▪▪▪ ▪▪▪▪▪▪ ▪▪▪ ▪▪ ▬▬▬ ▪▪▪▪ ▪▪▪ ▪▪▪▪▪ ▪▪ ▪▪▪▪ ▪▪▪ ▪▪▪▪▪▪ ▪▪▪ ▪▪ ▪▪▪▪ ▪▪▪ ▪▪▪▪▪ ▪▪ ▪▪▪▪ ▪▪▪ ▪▪▪▪▪▪ ▪▪▪ ▪▪ ▪▪▪▪ ▪▪▪ ▪▪▪▪▪ ▪▪ ▪▪▪▪ ▪▪▪ ▪▪▪▪▪▪ ▪▪▪ ▪▪ ▪▪▪▪ ▪▪▪ ▪▪▪▪▪ ▪▪ ▪▪▪▪ ▪▪▪ ▪▪▪▪▪▪ ▪▪▪ ▪▪ ▪▪▪▪ ▪▪▪ ▪▪▪▪▪ ▪▪ ▪▪▪▪ ▪▪▪ ▪▪▪▪▪▪ ▪▪▪ ▪▪ ▪▪▪▪ ▪▪▪ ▪▪▪▪▪ ▪▪ ▪▪▪▪ ▪▪▪ ▪▪▪▪▪▪ ▪▪▪ ▪▪ ▬▬▬ ▪▪▪▪ ▪▪▪ ▪▪▪▪▪ ▪▪ ▪▪▪▪ ▪▪▪ ▪▪▪▪▪▪ ▪▪▪ ▪▪ ▪▪▪▪ ▪▪▪ ▪▪▪▪▪ ▪▪ ▪▪▪▪ ▪▪▪ ▪▪▪▪▪▪ ▪▪▪ ▪▪ ▪▪▪▪ ▪▪▪ ▪▪▪▪▪ ▪▪ ▪▪▪▪ ▪▪▪ ▪▪▪▪▪▪ ▪▪▪ ▪▪ ▪▪▪▪ ▪▪▪ ▪▪▪▪▪ ▪▪ ▪▪▪▪ ▪▪▪ ▪▪▪▪▪▪ ▪▪▪ ▪▪ ▪▪▪▪ ▪▪▪ ▪▪▪▪▪ ▪▪ ▪▪▪▪ ▪▪▪ ▪▪▪▪▪▪ ▪▪▪ ▪▪ ▪▪▪▪ ▪▪▪ ▪▪▪▪▪ ▪▪ ▪▪▪▪ ▪▪▪ ▪▪▪▪▪▪ ▪▪▪ ▪▪ ▬▬▬ ▪▪▪▪ ▪▪▪ ▪▪▪▪▪ ▪▪ ▪▪▪▪ ▪▪▪ ▪▪▪▪▪▪ ▪▪▪ ▪▪ ▪▪▪▪ ▪▪▪ ▪▪▪▪▪ ▪▪ ▪▪▪▪ ▪▪▪ ▪▪▪▪▪▪ ▪▪▪ ▪▪ ▪▪▪▪ ▪▪▪ ▪▪▪▪▪ ▪▪ ▪▪▪▪ ▪▪▪ ▪▪▪▪▪▪ ▪▪▪ ▪▪ <box>507 80 607 191</box>
